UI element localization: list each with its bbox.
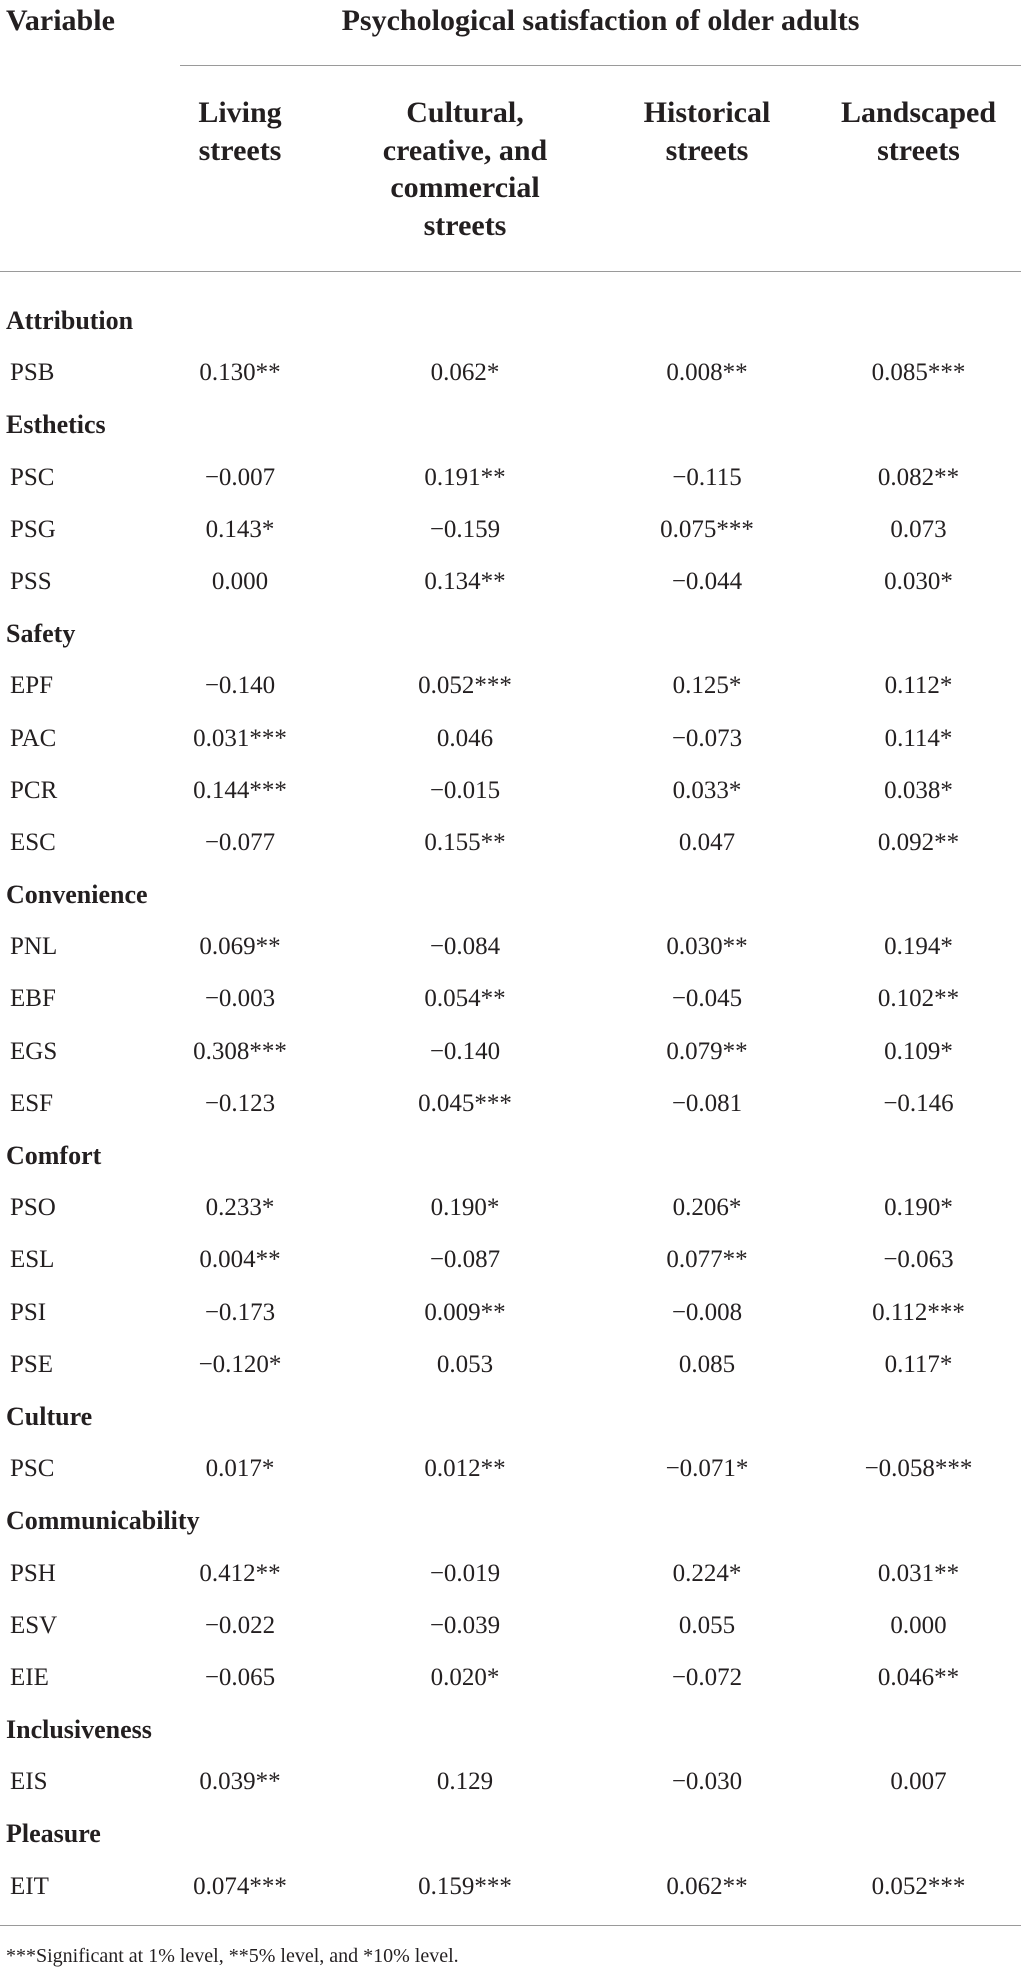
value-cell: 0.079** <box>666 1037 748 1065</box>
variable-label: PAC <box>10 724 57 752</box>
column-header-line: streets <box>423 208 507 242</box>
value-cell: 0.112* <box>884 672 953 700</box>
value-cell: 0.031*** <box>193 724 287 752</box>
value-cell: −0.022 <box>204 1611 276 1639</box>
value-cell: 0.144*** <box>193 776 287 804</box>
value-cell: 0.085*** <box>871 359 966 387</box>
value-cell: −0.120* <box>198 1350 282 1378</box>
value-cell: 0.020* <box>430 1663 500 1691</box>
value-cell: 0.073 <box>890 515 947 543</box>
value-cell: 0.009** <box>424 1298 506 1326</box>
value-cell: −0.007 <box>204 463 276 491</box>
variable-label: EGS <box>10 1037 58 1065</box>
value-cell: −0.003 <box>204 985 276 1013</box>
value-cell: 0.053 <box>436 1350 494 1378</box>
value-cell: 0.008** <box>666 359 748 387</box>
value-cell: 0.000 <box>211 567 269 595</box>
table-row <box>0 1234 1021 1286</box>
value-cell: 0.038* <box>884 776 953 804</box>
variable-label: PSI <box>10 1298 47 1326</box>
variable-column-header: Variable <box>6 4 115 37</box>
section-header-row <box>0 1495 1021 1547</box>
value-cell: 0.134** <box>424 567 506 595</box>
section-header-row <box>0 295 1021 347</box>
value-cell: 0.074*** <box>193 1872 287 1900</box>
section-label: Pleasure <box>6 1819 101 1849</box>
value-cell: 0.114* <box>884 724 953 752</box>
value-cell: −0.065 <box>204 1663 276 1691</box>
value-cell: 0.155** <box>424 828 506 856</box>
value-cell: 0.046** <box>877 1663 960 1691</box>
table-row <box>0 452 1021 504</box>
section-label: Safety <box>6 619 76 649</box>
table-row <box>0 504 1021 556</box>
value-cell: 0.190* <box>884 1194 953 1222</box>
value-cell: 0.030* <box>884 567 953 595</box>
value-cell: 0.033* <box>672 776 742 804</box>
value-cell: 0.052*** <box>871 1872 966 1900</box>
value-cell: 0.143* <box>205 515 275 543</box>
variable-label: PNL <box>10 933 58 961</box>
table-row <box>0 1443 1021 1495</box>
section-label: Comfort <box>6 1141 102 1170</box>
value-cell: 0.062* <box>430 359 500 387</box>
variable-label: PSO <box>10 1194 56 1222</box>
variable-label: PSB <box>10 359 55 387</box>
section-header-row <box>0 399 1021 451</box>
section-label: Esthetics <box>6 410 106 440</box>
value-cell: 0.194* <box>884 933 953 961</box>
column-header-line: Cultural, <box>406 96 524 129</box>
section-label: Inclusiveness <box>6 1715 152 1745</box>
value-cell: −0.159 <box>429 515 501 543</box>
table-row <box>0 765 1021 817</box>
value-cell: −0.008 <box>671 1298 743 1326</box>
column-header-line: Living <box>198 96 282 129</box>
value-cell: 0.206* <box>672 1194 742 1222</box>
value-cell: −0.072 <box>671 1663 743 1691</box>
value-cell: 0.130** <box>199 359 281 387</box>
table-row <box>0 817 1021 869</box>
value-cell: 0.092** <box>877 828 960 856</box>
table-bottom-rule <box>0 1925 1021 1926</box>
section-header-row <box>0 608 1021 660</box>
value-cell: −0.123 <box>204 1089 276 1117</box>
variable-label: EBF <box>10 985 56 1013</box>
value-cell: 0.082** <box>877 463 960 491</box>
value-cell: 0.000 <box>890 1611 947 1639</box>
value-cell: 0.062** <box>666 1872 748 1900</box>
value-cell: −0.063 <box>883 1246 954 1274</box>
variable-label: EPF <box>10 672 54 700</box>
value-cell: 0.308*** <box>193 1037 287 1065</box>
column-header-historical <box>612 94 802 169</box>
value-cell: 0.052*** <box>418 672 512 700</box>
value-cell: 0.125* <box>672 672 742 700</box>
table-body <box>0 295 1021 1913</box>
section-label: Communicability <box>6 1506 200 1536</box>
table-row <box>0 1548 1021 1600</box>
column-header-line: creative, and <box>382 133 548 167</box>
column-header-line: Historical <box>643 96 771 129</box>
variable-label: PSE <box>10 1350 54 1378</box>
variable-label: PSC <box>10 463 55 491</box>
variable-label: ESL <box>10 1246 55 1274</box>
value-cell: −0.019 <box>429 1559 501 1587</box>
table-row <box>0 1600 1021 1652</box>
value-cell: 0.030** <box>666 933 748 961</box>
value-cell: −0.044 <box>671 567 743 595</box>
value-cell: 0.047 <box>678 828 736 856</box>
table-row <box>0 921 1021 973</box>
table-row <box>0 1861 1021 1913</box>
value-cell: −0.015 <box>429 776 501 804</box>
value-cell: 0.412** <box>199 1559 281 1587</box>
variable-label: EIT <box>10 1872 49 1900</box>
table-row <box>0 1339 1021 1391</box>
column-header-cultural <box>345 94 585 244</box>
section-label: Convenience <box>6 880 148 910</box>
value-cell: 0.159*** <box>418 1872 512 1900</box>
column-header-landscaped <box>816 94 1021 169</box>
column-header-line: commercial <box>390 171 540 204</box>
variable-label: PCR <box>10 776 58 804</box>
value-cell: 0.017* <box>205 1455 275 1483</box>
column-header-line: streets <box>198 133 282 167</box>
value-cell: 0.004** <box>199 1246 281 1274</box>
value-cell: −0.045 <box>671 985 743 1013</box>
value-cell: −0.077 <box>204 828 276 856</box>
value-cell: 0.039** <box>199 1768 281 1796</box>
value-cell: −0.073 <box>671 724 743 752</box>
table-row <box>0 1756 1021 1808</box>
value-cell: −0.140 <box>429 1037 501 1065</box>
table-row <box>0 1078 1021 1130</box>
value-cell: 0.191** <box>424 463 506 491</box>
section-header-row <box>0 869 1021 921</box>
table-row <box>0 1026 1021 1078</box>
value-cell: 0.055 <box>678 1611 736 1639</box>
variable-label: PSS <box>10 567 52 595</box>
value-cell: −0.140 <box>204 672 276 700</box>
value-cell: 0.031** <box>877 1559 960 1587</box>
value-cell: 0.069** <box>199 933 281 961</box>
section-header-row <box>0 1391 1021 1443</box>
value-cell: −0.030 <box>671 1768 743 1796</box>
value-cell: 0.046 <box>436 724 494 752</box>
value-cell: −0.087 <box>429 1246 501 1274</box>
value-cell: 0.190* <box>430 1194 500 1222</box>
table-row <box>0 1182 1021 1234</box>
column-header-line: Landscaped <box>840 96 997 129</box>
section-header-row <box>0 1808 1021 1860</box>
value-cell: 0.112*** <box>872 1298 965 1326</box>
value-cell: 0.075*** <box>660 515 754 543</box>
column-header-living <box>180 94 300 169</box>
header-divider <box>180 65 1021 66</box>
spanning-header-title: Psychological satisfaction of older adults <box>341 4 860 37</box>
value-cell: 0.117* <box>884 1350 953 1378</box>
value-cell: −0.115 <box>672 463 742 491</box>
variable-label: ESC <box>10 828 56 856</box>
value-cell: −0.084 <box>429 933 501 961</box>
value-cell: 0.085 <box>678 1350 736 1378</box>
value-cell: 0.007 <box>890 1768 947 1796</box>
value-cell: 0.102** <box>877 985 960 1013</box>
variable-label: ESF <box>10 1089 54 1117</box>
table-row <box>0 556 1021 608</box>
value-cell: −0.081 <box>671 1089 743 1117</box>
value-cell: 0.054** <box>424 985 506 1013</box>
value-cell: 0.129 <box>436 1768 494 1796</box>
value-cell: 0.045*** <box>418 1089 512 1117</box>
table-row <box>0 347 1021 399</box>
column-header-line: streets <box>665 133 749 167</box>
section-label: Attribution <box>6 306 134 335</box>
value-cell: −0.071* <box>665 1455 749 1483</box>
table-row <box>0 973 1021 1025</box>
table-row <box>0 1652 1021 1704</box>
value-cell: −0.146 <box>883 1089 954 1117</box>
value-cell: −0.173 <box>204 1298 276 1326</box>
section-header-row <box>0 1704 1021 1756</box>
variable-label: EIE <box>10 1663 49 1691</box>
table-row <box>0 713 1021 765</box>
variable-label: PSC <box>10 1455 55 1483</box>
value-cell: −0.039 <box>429 1611 501 1639</box>
table-row <box>0 1287 1021 1339</box>
section-label: Culture <box>6 1401 93 1431</box>
value-cell: −0.058*** <box>864 1455 973 1483</box>
header-bottom-rule <box>0 271 1021 272</box>
value-cell: 0.012** <box>424 1455 506 1483</box>
variable-label: PSG <box>10 515 56 543</box>
value-cell: 0.077** <box>666 1246 748 1274</box>
significance-footnote: ***Significant at 1% level, **5% level, and *10% level. <box>6 1945 459 1967</box>
section-header-row <box>0 1130 1021 1182</box>
value-cell: 0.224* <box>672 1559 742 1587</box>
column-header-line: streets <box>877 133 960 167</box>
variable-label: EIS <box>10 1768 48 1796</box>
value-cell: 0.233* <box>205 1194 275 1222</box>
value-cell: 0.109* <box>884 1037 953 1065</box>
table-row <box>0 660 1021 712</box>
variable-label: ESV <box>10 1611 58 1639</box>
variable-label: PSH <box>10 1559 56 1587</box>
